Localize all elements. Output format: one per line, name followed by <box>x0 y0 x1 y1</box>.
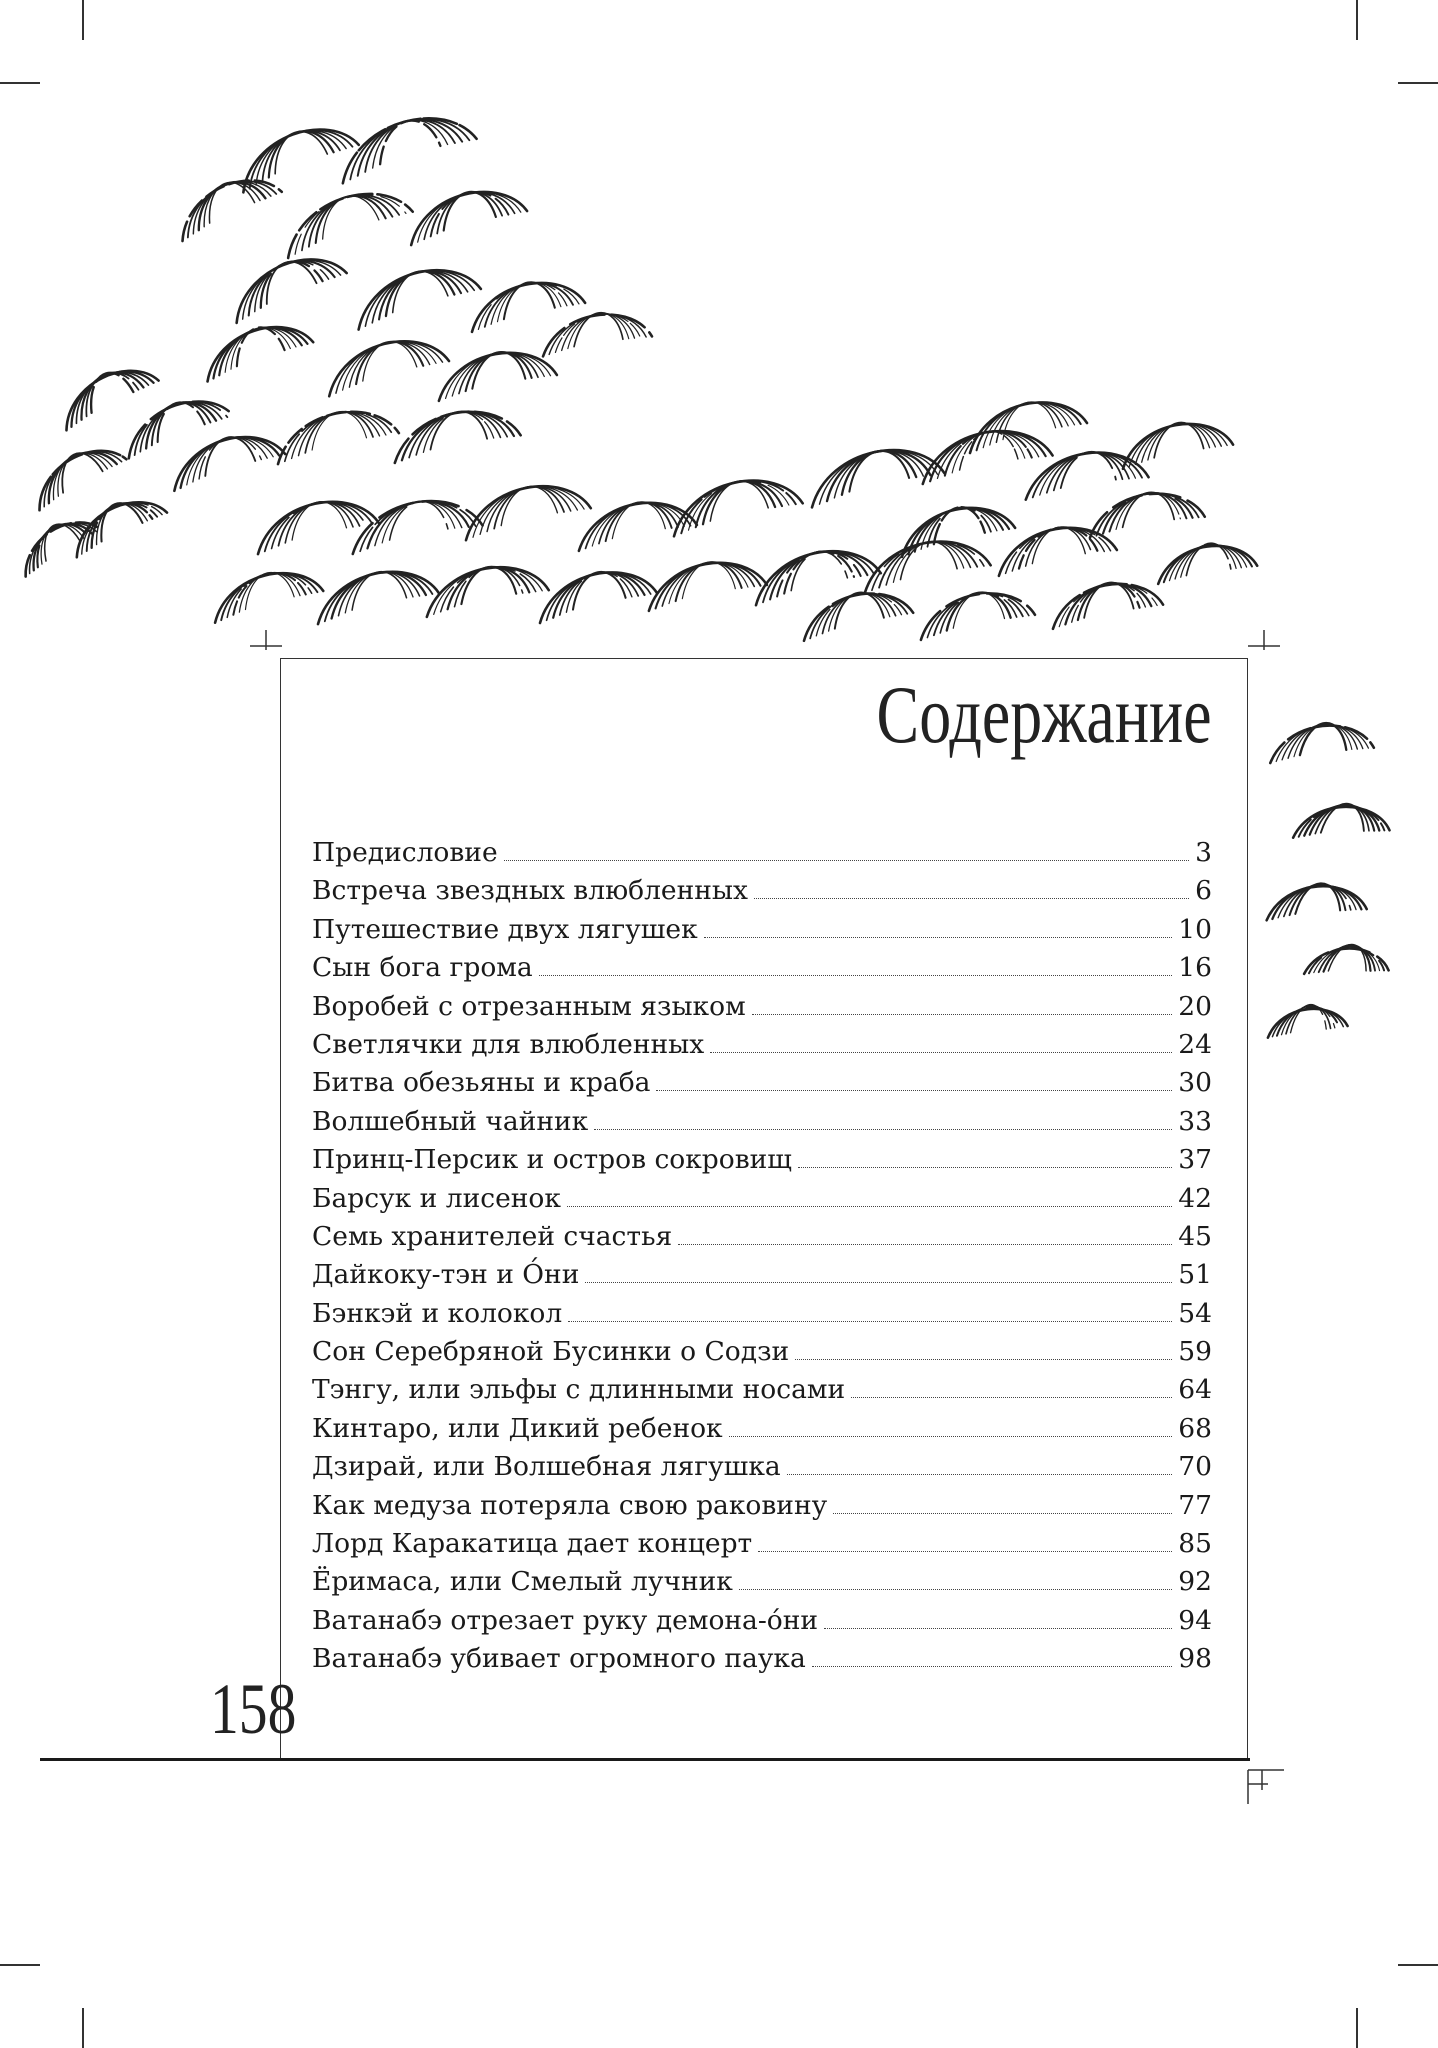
toc-entry-title: Битва обезьяны и краба <box>312 1067 651 1099</box>
toc-entry <box>312 834 1212 872</box>
toc-entry-title: Волшебный чайник <box>312 1105 589 1137</box>
toc-leader-dots <box>729 1436 1173 1437</box>
toc-leader-dots <box>567 1206 1172 1207</box>
toc-entry <box>312 1525 1212 1563</box>
toc-entry-title: Как медуза потеряла свою раковину <box>312 1489 828 1521</box>
corner-mark-top-right <box>1248 630 1280 650</box>
toc-entry <box>312 872 1212 910</box>
toc-entry-title: Кинтаро, или Дикий ребенок <box>312 1412 723 1444</box>
bottom-rule <box>40 1758 1250 1761</box>
toc-entry-page: 54 <box>1178 1297 1212 1329</box>
toc-entry-title: Дзирай, или Волшебная лягушка <box>312 1451 781 1483</box>
toc-entry <box>312 1026 1212 1064</box>
toc-entry-page: 68 <box>1178 1412 1212 1444</box>
toc-entry-title: Встреча звездных влюбленных <box>312 875 748 907</box>
toc-entry-page: 20 <box>1178 990 1212 1022</box>
toc-entry <box>312 949 1212 987</box>
toc-entry-title: Лорд Каракатица дает концерт <box>312 1528 753 1560</box>
toc-entry-page: 30 <box>1178 1067 1212 1099</box>
toc-entry <box>312 1563 1212 1601</box>
toc-entry-page: 45 <box>1178 1220 1212 1252</box>
corner-mark-bottom-right <box>1248 1770 1284 1804</box>
toc-entry-page: 64 <box>1178 1374 1212 1406</box>
toc-entry <box>312 911 1212 949</box>
toc-leader-dots <box>754 898 1189 899</box>
toc-entry-page: 70 <box>1178 1451 1212 1483</box>
toc-entry-title: Сын бога грома <box>312 952 533 984</box>
toc-entry-page: 98 <box>1178 1643 1212 1675</box>
toc-leader-dots <box>704 937 1173 938</box>
toc-entry-title: Бэнкэй и колокол <box>312 1297 563 1329</box>
toc-entry-title: Принц-Персик и остров сокровищ <box>312 1144 792 1176</box>
toc-leader-dots <box>678 1244 1172 1245</box>
toc-leader-dots <box>752 1014 1173 1015</box>
toc-entry-page: 85 <box>1178 1528 1212 1560</box>
toc-leader-dots <box>585 1282 1172 1283</box>
toc-entry <box>312 1141 1212 1179</box>
toc-entry <box>312 1256 1212 1294</box>
toc-leader-dots <box>710 1052 1172 1053</box>
toc-entry <box>312 1103 1212 1141</box>
toc-entry-title: Ёримаса, или Смелый лучник <box>312 1566 733 1598</box>
page-title: Содержание <box>876 669 1212 760</box>
toc-entry-page: 24 <box>1178 1028 1212 1060</box>
toc-entry-title: Светлячки для влюбленных <box>312 1028 705 1060</box>
toc-leader-dots <box>833 1513 1172 1514</box>
toc-entry-page: 92 <box>1178 1566 1212 1598</box>
toc-entry-page: 37 <box>1178 1144 1212 1176</box>
toc-entry <box>312 1218 1212 1256</box>
page-number: 158 <box>210 1669 297 1749</box>
toc-entry <box>312 1487 1212 1525</box>
toc-entry-title: Барсук и лисенок <box>312 1182 561 1214</box>
toc-entry-page: 6 <box>1195 875 1212 907</box>
toc-entry-title: Путешествие двух лягушек <box>312 913 698 945</box>
toc-leader-dots <box>594 1129 1172 1130</box>
toc-entry-title: Ватанабэ убивает огромного паука <box>312 1643 806 1675</box>
toc-leader-dots <box>539 975 1173 976</box>
toc-entry <box>312 1064 1212 1102</box>
toc-entry-title: Семь хранителей счастья <box>312 1220 673 1252</box>
toc-entry-title: Сон Серебряной Бусинки о Содзи <box>312 1336 790 1368</box>
toc-entry <box>312 1602 1212 1640</box>
toc-leader-dots <box>851 1397 1172 1398</box>
toc-entry <box>312 1410 1212 1448</box>
toc-leader-dots <box>795 1359 1172 1360</box>
toc-entry-title: Предисловие <box>312 837 498 868</box>
toc-entry <box>312 1371 1212 1409</box>
toc-entry <box>312 1448 1212 1486</box>
toc-entry-page: 33 <box>1178 1105 1212 1137</box>
toc-entry-page: 3 <box>1195 837 1212 868</box>
toc-leader-dots <box>504 860 1189 861</box>
toc-entry-page: 16 <box>1178 952 1212 984</box>
toc-entry-title: Тэнгу, или эльфы с длинными носами <box>312 1374 846 1406</box>
toc-entry <box>312 1295 1212 1333</box>
toc-leader-dots <box>798 1167 1172 1168</box>
toc-entry-page: 77 <box>1178 1489 1212 1521</box>
toc-entry-title: Ватанабэ отрезает руку демона-о́ни <box>312 1604 819 1636</box>
table-of-contents <box>312 834 1212 1679</box>
toc-leader-dots <box>787 1474 1173 1475</box>
toc-entry-page: 94 <box>1178 1604 1212 1636</box>
toc-entry <box>312 1180 1212 1218</box>
toc-leader-dots <box>812 1666 1172 1667</box>
toc-entry <box>312 1640 1212 1678</box>
toc-leader-dots <box>656 1090 1172 1091</box>
corner-mark-top-left <box>250 630 282 650</box>
toc-leader-dots <box>824 1628 1172 1629</box>
toc-entry <box>312 988 1212 1026</box>
toc-leader-dots <box>758 1551 1172 1552</box>
toc-entry-page: 51 <box>1178 1259 1212 1291</box>
toc-leader-dots <box>568 1321 1172 1322</box>
toc-entry <box>312 1333 1212 1371</box>
toc-entry-page: 10 <box>1178 913 1212 945</box>
toc-entry-page: 42 <box>1178 1182 1212 1214</box>
toc-leader-dots <box>739 1589 1172 1590</box>
toc-entry-page: 59 <box>1178 1336 1212 1368</box>
toc-entry-title: Воробей с отрезанным языком <box>312 990 746 1022</box>
toc-entry-title: Дайкоку-тэн и О́ни <box>312 1259 580 1291</box>
